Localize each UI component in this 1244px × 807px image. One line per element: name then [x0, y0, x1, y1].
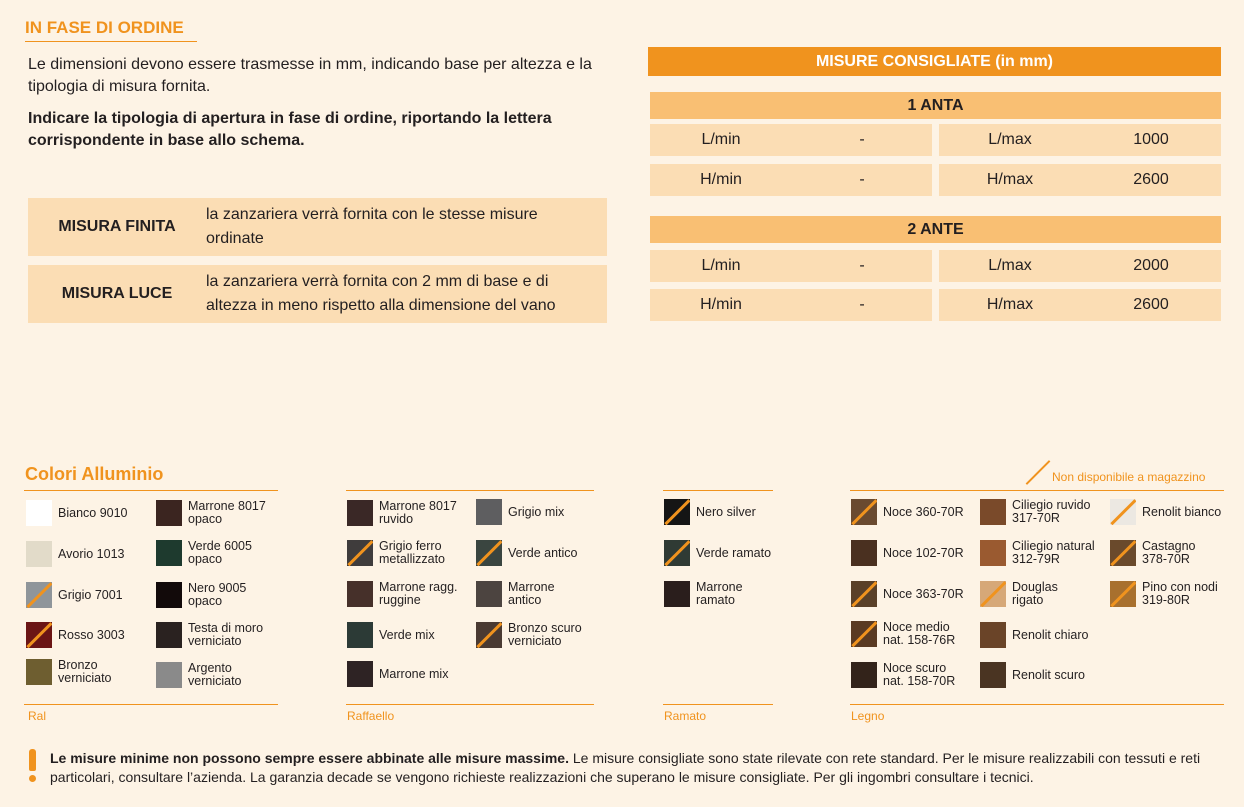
cell-label: L/max [988, 131, 1032, 148]
color-swatch [980, 540, 1107, 566]
cell-label: H/max [986, 296, 1034, 313]
swatch-label: Nero silver [696, 504, 756, 519]
group-top-line [346, 490, 594, 491]
swatch-label: Ciliegio ruvido 317-70R [1012, 498, 1091, 525]
color-swatch [851, 662, 963, 688]
swatch-label: Marrone 8017 opaco [188, 499, 266, 526]
table-row [650, 124, 932, 156]
cell-value: 1000 [1133, 131, 1169, 148]
swatch-chip [156, 540, 182, 566]
cell-value: 2600 [1133, 296, 1169, 313]
color-swatch [156, 540, 268, 566]
color-swatch [851, 540, 964, 566]
swatch-chip [1110, 540, 1136, 566]
color-swatch [347, 500, 469, 526]
color-swatch [476, 622, 598, 648]
group-top-line [850, 490, 1224, 491]
color-swatch [476, 581, 578, 607]
swatch-chip [664, 540, 690, 566]
swatch-label: Verde mix [379, 627, 435, 642]
ordine-paragraph-2: Indicare la tipologia di apertura in fase di ordine, riportando la lettera corrispondente in base allo schema. [28, 110, 552, 149]
color-swatch [347, 540, 459, 566]
misura-luce-desc: la zanzariera verrà fornita con 2 mm di base e di altezza in meno rispetto alla dimensione del vano [206, 273, 556, 314]
swatch-chip [476, 540, 502, 566]
cell-value: 2000 [1133, 257, 1169, 274]
color-swatch [664, 540, 771, 566]
color-swatch [476, 540, 578, 566]
swatch-label: Argento verniciato [188, 661, 242, 688]
swatch-label: Grigio mix [508, 504, 565, 519]
swatch-chip [476, 499, 502, 525]
misure-table-title: MISURE CONSIGLIATE (in mm) [648, 47, 1221, 76]
table-row [650, 250, 932, 282]
footer-note [50, 749, 1230, 787]
swatch-label: Pino con nodi 319-80R [1142, 580, 1218, 607]
color-swatch [476, 499, 564, 525]
color-swatch [347, 661, 448, 687]
swatch-label: Ciliegio natural 312-79R [1012, 539, 1095, 566]
color-swatch [26, 659, 128, 685]
swatch-label: Marrone mix [379, 666, 449, 681]
misura-finita-row [28, 198, 607, 256]
misura-finita-label: MISURA FINITA [58, 218, 176, 235]
cell-label: L/min [701, 131, 741, 148]
group-bottom-line [850, 704, 1224, 705]
swatch-chip [347, 581, 373, 607]
swatch-label: Renolit bianco [1142, 504, 1222, 519]
swatch-label: Renolit scuro [1012, 667, 1085, 682]
cell-label: L/min [701, 257, 741, 274]
section-1-anta: 1 ANTA [650, 92, 1221, 119]
swatch-chip [26, 622, 52, 648]
color-swatch [26, 500, 128, 526]
color-swatch [156, 662, 258, 688]
swatch-chip [156, 500, 182, 526]
swatch-chip [26, 582, 52, 608]
swatch-chip [476, 622, 502, 648]
table-row [650, 289, 932, 321]
swatch-label: Noce 363-70R [883, 586, 964, 601]
table-row [650, 164, 932, 196]
group-bottom-line [346, 704, 594, 705]
cell-value: - [859, 131, 865, 148]
swatch-label: Grigio ferro metallizzato [379, 539, 445, 566]
swatch-label: Noce 360-70R [883, 504, 964, 519]
swatch-label: Noce 102-70R [883, 545, 964, 560]
exclamation-icon [25, 749, 39, 785]
color-swatch [851, 621, 963, 647]
swatch-label: Noce medio nat. 158-76R [883, 620, 956, 647]
group-bottom-line [24, 704, 278, 705]
cell-label: L/max [988, 257, 1032, 274]
swatch-label: Renolit chiaro [1012, 627, 1089, 642]
color-swatch [347, 622, 435, 648]
color-swatch [980, 581, 1072, 607]
swatch-label: Testa di moro verniciato [188, 621, 264, 648]
cell-value: 2600 [1133, 171, 1169, 188]
cell-value: - [859, 296, 865, 313]
swatch-chip [980, 581, 1006, 607]
swatch-chip [851, 662, 877, 688]
swatch-label: Noce scuro nat. 158-70R [883, 661, 956, 688]
swatch-label: Marrone ragg. ruggine [379, 580, 458, 607]
table-row [939, 164, 1221, 196]
swatch-label: Verde ramato [696, 545, 772, 560]
table-row [939, 250, 1221, 282]
misura-luce-row [28, 265, 607, 323]
misura-finita-desc: la zanzariera verrà fornita con le stesse misure ordinate [206, 206, 538, 247]
swatch-chip [664, 581, 690, 607]
swatch-chip [851, 499, 877, 525]
group-top-line [663, 490, 773, 491]
swatch-label: Bianco 9010 [58, 505, 128, 520]
swatch-chip [980, 622, 1006, 648]
swatch-label: Bronzo scuro verniciato [508, 621, 582, 648]
color-swatch [980, 622, 1088, 648]
color-swatch [26, 582, 123, 608]
swatch-label: Verde 6005 opaco [188, 539, 252, 566]
swatch-chip [156, 582, 182, 608]
swatch-chip [26, 541, 52, 567]
group-top-line [24, 490, 278, 491]
color-swatch [1110, 540, 1202, 566]
swatch-chip [980, 662, 1006, 688]
swatch-chip [1110, 581, 1136, 607]
legend-label: Non disponibile a magazzino [1052, 470, 1206, 484]
color-swatch [851, 499, 964, 525]
color-swatch [851, 581, 964, 607]
color-swatch [156, 500, 278, 526]
cell-label: H/max [986, 171, 1034, 188]
swatch-label: Bronzo verniciato [58, 658, 112, 685]
swatch-label: Castagno 378-70R [1142, 539, 1196, 566]
swatch-chip [980, 499, 1006, 525]
color-swatch [980, 662, 1085, 688]
cell-value: - [859, 171, 865, 188]
color-swatch [26, 622, 125, 648]
swatch-chip [476, 581, 502, 607]
swatch-chip [347, 622, 373, 648]
section-2-ante: 2 ANTE [650, 216, 1221, 243]
swatch-label: Verde antico [508, 545, 578, 560]
swatch-chip [851, 581, 877, 607]
swatch-label: Marrone antico [508, 580, 555, 607]
table-row [939, 289, 1221, 321]
group-label-ral: Ral [28, 709, 47, 723]
color-swatch [664, 581, 756, 607]
color-swatch [664, 499, 756, 525]
swatch-chip [851, 621, 877, 647]
swatch-label: Avorio 1013 [58, 546, 125, 561]
title-underline [25, 41, 197, 42]
slash-icon [1024, 458, 1052, 486]
swatch-chip [156, 662, 182, 688]
non-disponibile-legend [1024, 458, 1205, 486]
swatch-label: Grigio 7001 [58, 587, 123, 602]
group-label-raffaello: Raffaello [347, 709, 395, 723]
swatch-chip [664, 499, 690, 525]
color-swatch [156, 622, 278, 648]
swatch-chip [26, 659, 52, 685]
group-label-ramato: Ramato [664, 709, 707, 723]
cell-label: H/min [700, 171, 742, 188]
color-swatch [1110, 581, 1232, 607]
note-text: Le misure consigliate sono state rilevate con rete standard. Per le misure realizzabili con tessuti e reti particolari, consultare l’azienda. La garanzia decade se vengono richieste realizzazioni che superano le misure consigliate. Per gli ingombri consultare i tecnici. [50, 750, 1201, 785]
swatch-chip [347, 540, 373, 566]
group-label-legno: Legno [851, 709, 885, 723]
color-swatch [347, 581, 469, 607]
table-row [939, 124, 1221, 156]
swatch-label: Rosso 3003 [58, 627, 125, 642]
swatch-label: Nero 9005 opaco [188, 581, 247, 608]
swatch-chip [980, 540, 1006, 566]
swatch-chip [26, 500, 52, 526]
ordine-paragraph-1: Le dimensioni devono essere trasmesse in mm, indicando base per altezza e la tipologia di misura fornita. [28, 56, 592, 95]
group-bottom-line [663, 704, 773, 705]
section-title-ordine: IN FASE DI ORDINE [25, 18, 184, 37]
misura-luce-label: MISURA LUCE [61, 285, 173, 302]
swatch-label: Douglas rigato [1012, 580, 1058, 607]
swatch-label: Marrone ramato [696, 580, 743, 607]
swatch-label: Marrone 8017 ruvido [379, 499, 457, 526]
color-swatch [980, 499, 1102, 525]
colori-title: Colori Alluminio [25, 464, 164, 484]
swatch-chip [851, 540, 877, 566]
swatch-chip [347, 661, 373, 687]
cell-label: H/min [700, 296, 742, 313]
color-swatch [156, 582, 258, 608]
color-swatch [26, 541, 125, 567]
swatch-chip [1110, 499, 1136, 525]
cell-value: - [859, 257, 865, 274]
color-swatch [1110, 499, 1221, 525]
swatch-chip [347, 500, 373, 526]
note-bold: Le misure minime non possono sempre essere abbinate alle misure massime. [50, 750, 569, 766]
swatch-chip [156, 622, 182, 648]
